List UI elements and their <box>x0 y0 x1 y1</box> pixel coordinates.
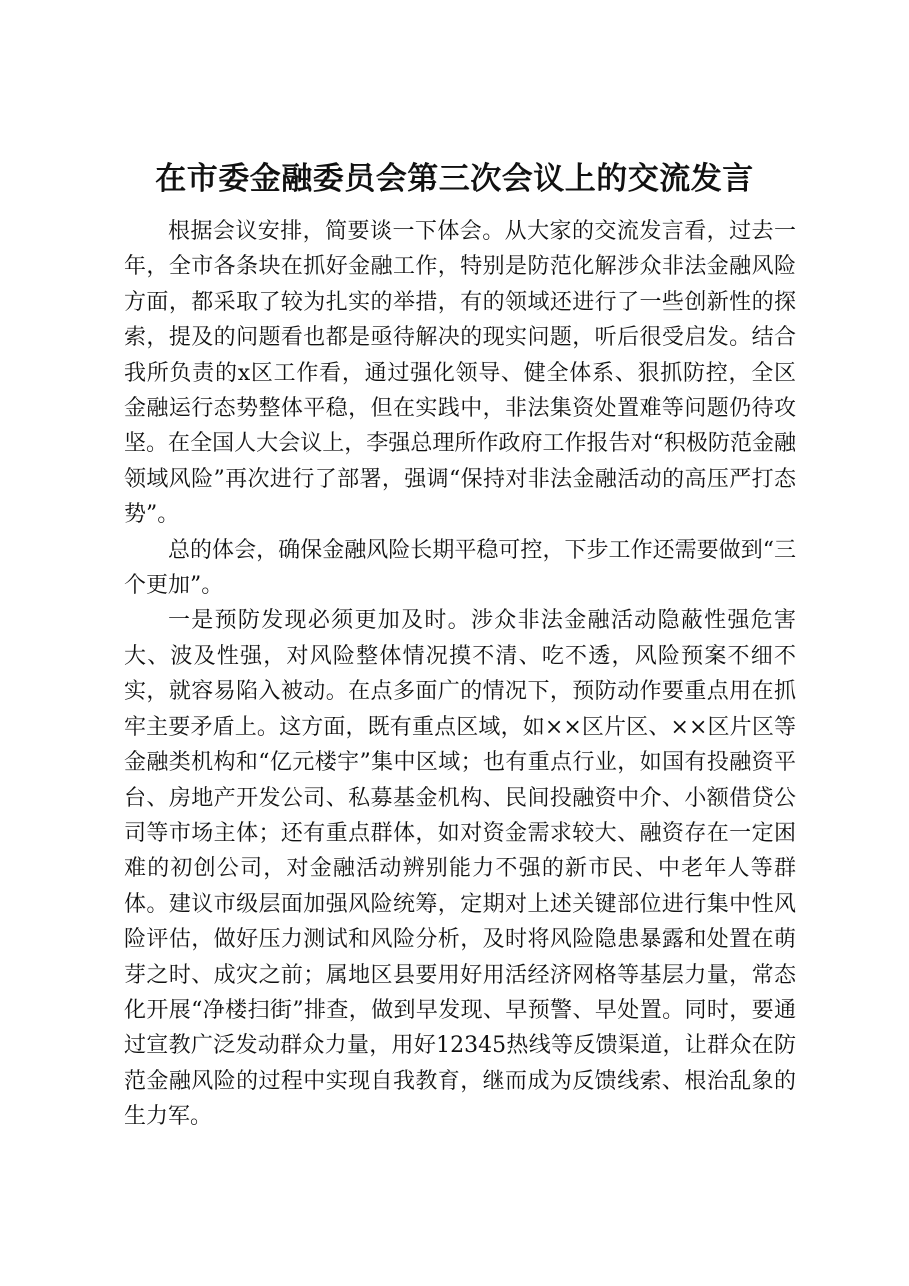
document-body <box>124 214 796 1135</box>
paragraph: 根据会议安排，简要谈一下体会。从大家的交流发言看，过去一年，全市各条块在抓好金融工作，特别是防范化解涉众非法金融风险方面，都采取了较为扎实的举措，有的领域还进行了一些创新性的探索，提及的问题看也都是亟待解决的现实问题，听后很受启发。结合我所负责的x区工作看，通过强化领导、健全体系、狠抓防控，全区金融运行态势整体平稳，但在实践中，非法集资处置难等问题仍待攻坚。在全国人大会议上，李强总理所作政府工作报告对“积极防范金融领域风险”再次进行了部署，强调“保持对非法金融活动的高压严打态势”。 <box>124 219 796 528</box>
document-title: 在市委金融委员会第三次会议上的交流发言 <box>155 161 754 197</box>
paragraph: 总的体会，确保金融风险长期平稳可控，下步工作还需要做到“三个更加”。 <box>124 537 796 599</box>
paragraph: 一是预防发现必须更加及时。涉众非法金融活动隐蔽性强危害大、波及性强，对风险整体情况摸不清、吃不透，风险预案不细不实，就容易陷入被动。在点多面广的情况下，预防动作要重点用在抓牢主要矛盾上。这方面，既有重点区域，如××区片区、××区片区等金融类机构和“亿元楼宇”集中区域；也有重点行业，如国有投融资平台、房地产开发公司、私募基金机构、民间投融资中介、小额借贷公司等市场主体；还有重点群体，如对资金需求较大、融资存在一定困难的初创公司，对金融活动辨别能力不强的新市民、中老年人等群体。建议市级层面加强风险统筹，定期对上述关键部位进行集中性风险评估，做好压力测试和风险分析，及时将风险隐患暴露和处置在萌芽之时、成灾之前；属地区县要用好用活经济网格等基层力量，常态化开展“净楼扫街”排查，做到早发现、早预警、早处置。同时，要通过宣教广泛发动群众力量，用好12345热线等反馈渠道，让群众在防范金融风险的过程中实现自我教育，继而成为反馈线索、根治乱象的生力军。 <box>124 608 796 1130</box>
